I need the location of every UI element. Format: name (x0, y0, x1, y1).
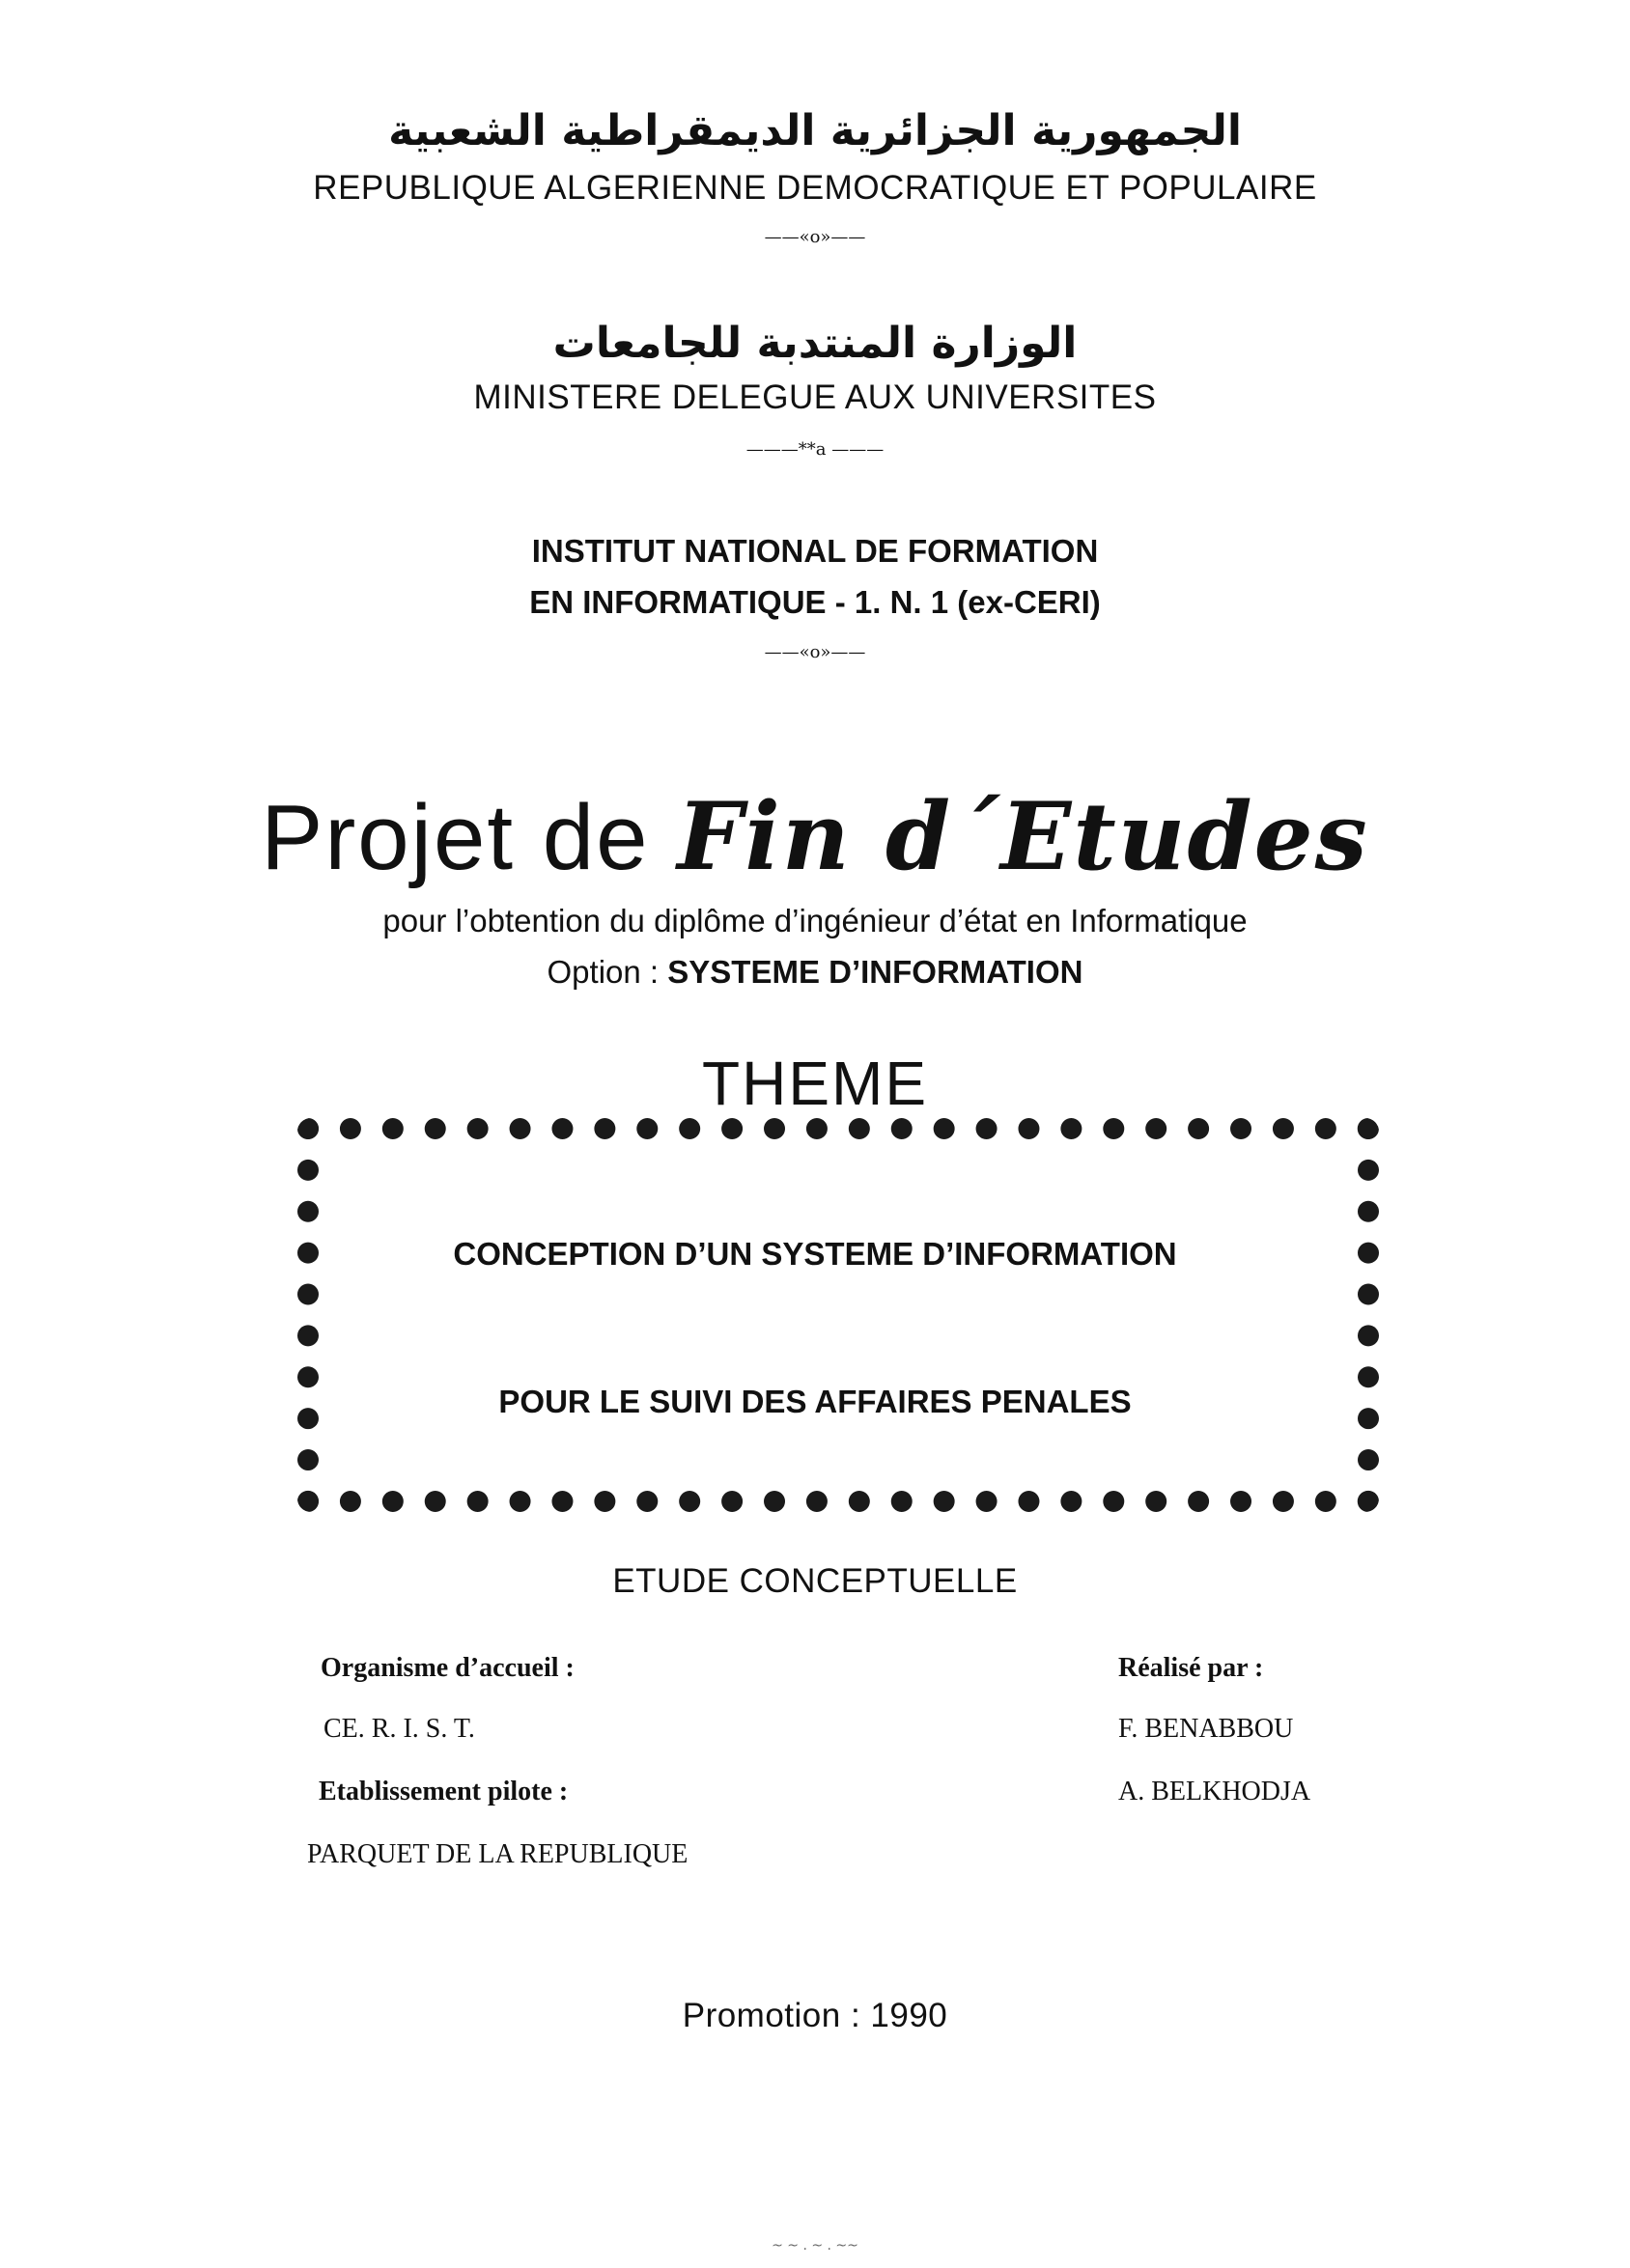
authors-label: Réalisé par : (1118, 1653, 1264, 1683)
scan-artifact-mark: ~ ~ . ~ . ~~ (772, 2238, 858, 2254)
arabic-republic-heading: الجمهورية الجزائرية الديمقراطية الشعبية (388, 106, 1242, 155)
host-value: CE. R. I. S. T. (323, 1714, 475, 1744)
arabic-ministry-heading: الوزارة المنتدبة للجامعات (552, 319, 1078, 368)
theme-line-2: POUR LE SUIVI DES AFFAIRES PENALES (498, 1384, 1132, 1419)
host-label: Organisme d’accueil : (321, 1653, 575, 1683)
option-line (0, 954, 1630, 991)
institute-line-2: EN INFORMATIQUE - 1. N. 1 (ex-CERI) (529, 584, 1101, 620)
separator: ——«o»—— (764, 227, 866, 247)
promotion-year: Promotion : 1990 (682, 1997, 948, 2034)
study-label: ETUDE CONCEPTUELLE (612, 1562, 1018, 1600)
theme-ornamental-frame (297, 1118, 1379, 1512)
author-1: F. BENABBOU (1118, 1714, 1294, 1744)
title-part-1: Projet de (261, 786, 678, 889)
separator: ———**a ——— (745, 439, 885, 460)
option-label: Option : (547, 954, 668, 990)
ministry-heading: MINISTERE DELEGUE AUX UNIVERSITES (473, 378, 1157, 416)
option-value: SYSTEME D’INFORMATION (667, 954, 1083, 990)
institute-line-1: INSTITUT NATIONAL DE FORMATION (531, 533, 1099, 569)
theme-line-1: CONCEPTION D’UN SYSTEME D’INFORMATION (453, 1236, 1177, 1272)
pilot-value: PARQUET DE LA REPUBLIQUE (307, 1839, 689, 1869)
pilot-label: Etablissement pilote : (319, 1777, 569, 1806)
republic-heading: REPUBLIQUE ALGERIENNE DEMOCRATIQUE ET POPULAIRE (313, 169, 1317, 207)
separator: ——«o»—— (764, 642, 866, 662)
author-2: A. BELKHODJA (1118, 1777, 1311, 1806)
theme-heading: THEME (702, 1049, 928, 1118)
document-title (0, 782, 1630, 891)
subtitle: pour l’obtention du diplôme d’ingénieur d’état en Informatique (382, 903, 1248, 938)
title-part-2: Fin d´Etudes (677, 782, 1369, 891)
